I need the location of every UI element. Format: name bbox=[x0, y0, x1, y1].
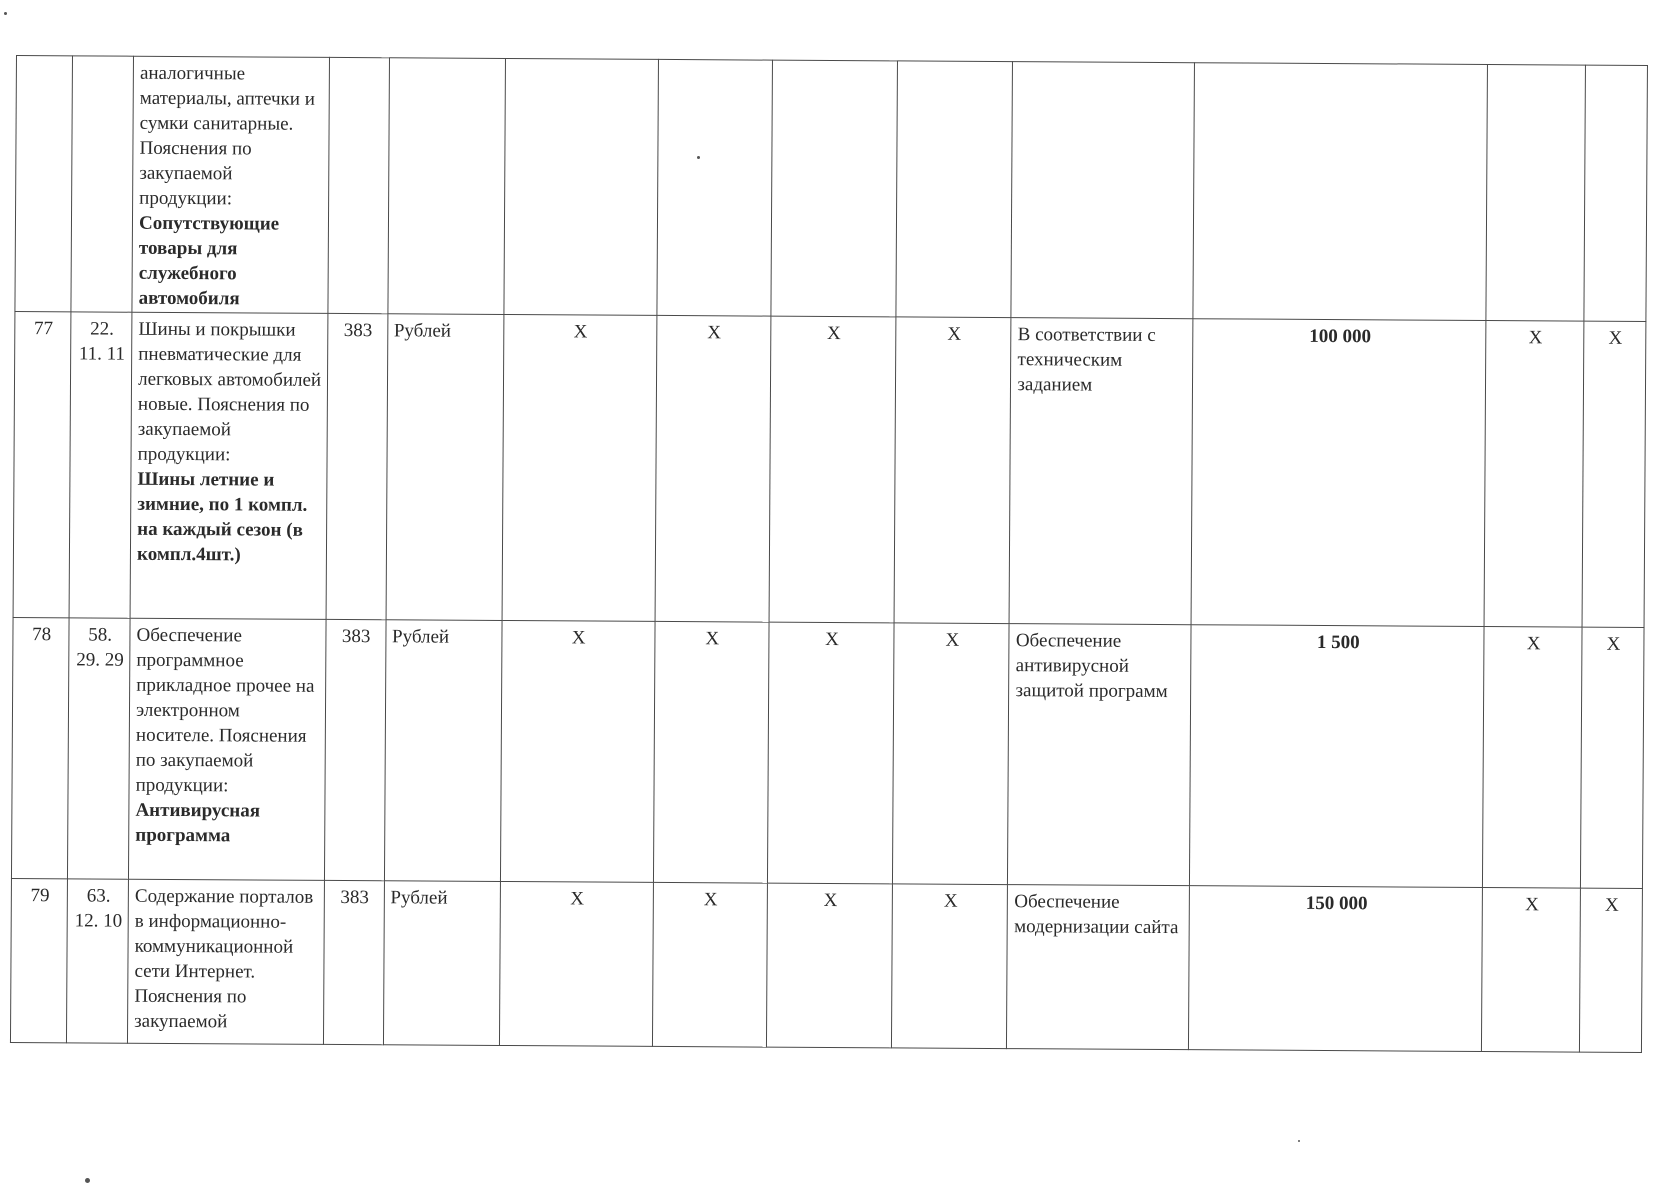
unit-name: Рублей bbox=[383, 881, 500, 1046]
description-text: Содержание порталов в информационно-коммуникационной сети Интернет. Пояснения по закупаемой bbox=[134, 885, 314, 1033]
amount-value bbox=[1193, 63, 1487, 321]
unit-name bbox=[388, 58, 506, 315]
scan-speck bbox=[4, 12, 7, 15]
mark-x: X bbox=[1482, 887, 1581, 1052]
amount-value: 1 500 bbox=[1190, 625, 1484, 888]
row-number: 79 bbox=[10, 878, 67, 1042]
mark-x: X bbox=[769, 316, 896, 623]
scan-speck bbox=[1298, 1140, 1300, 1142]
table-row bbox=[11, 617, 1644, 888]
mark-x: X bbox=[766, 883, 893, 1048]
justification-note bbox=[1011, 62, 1195, 319]
mark-x bbox=[504, 58, 659, 315]
mark-x: X bbox=[653, 621, 768, 883]
description-bold: Сопутствующие товары для служебного автомобиля bbox=[138, 212, 280, 310]
product-description bbox=[130, 312, 328, 619]
procurement-table bbox=[10, 55, 1648, 1053]
description-bold: Шины летние и зимние, по 1 компл. на каждый сезон (в компл.4шт.) bbox=[136, 468, 308, 566]
mark-x: X bbox=[655, 315, 771, 622]
mark-x: X bbox=[892, 884, 1008, 1049]
mark-x bbox=[1584, 65, 1647, 321]
mark-x: X bbox=[1582, 321, 1646, 627]
row-number: 77 bbox=[13, 311, 71, 617]
mark-x: X bbox=[1483, 626, 1583, 888]
product-description bbox=[132, 56, 329, 313]
scan-speck bbox=[85, 1178, 90, 1183]
description-text: аналогичные материалы, аптечки и сумки санитарные. Пояснения по закупаемой продукции: bbox=[139, 62, 315, 210]
mark-x bbox=[657, 59, 772, 316]
okpd-code: 63. 12. 10 bbox=[67, 879, 129, 1043]
table-row bbox=[15, 56, 1648, 322]
okei-code: 383 bbox=[323, 880, 384, 1044]
scan-speck bbox=[697, 156, 700, 159]
okpd-code: 22. 11. 11 bbox=[69, 312, 132, 618]
mark-x: X bbox=[894, 317, 1011, 624]
amount-value: 150 000 bbox=[1189, 886, 1483, 1052]
mark-x: X bbox=[1581, 627, 1644, 888]
description-text: Обеспечение программное прикладное прочее на электронном носителе. Пояснения по закупаемой продукции: bbox=[135, 624, 315, 797]
justification-note: Обеспечение модернизации сайта bbox=[1007, 885, 1190, 1050]
mark-x: X bbox=[499, 881, 653, 1046]
okpd-code bbox=[71, 56, 133, 312]
row-number: 78 bbox=[11, 617, 69, 878]
mark-x: X bbox=[502, 314, 657, 621]
mark-x bbox=[771, 60, 898, 317]
justification-note: В соответствии с техническим заданием bbox=[1009, 318, 1193, 625]
mark-x: X bbox=[500, 620, 655, 882]
row-number bbox=[15, 56, 73, 312]
unit-name: Рублей bbox=[386, 314, 504, 621]
product-description bbox=[129, 618, 326, 880]
mark-x bbox=[1486, 64, 1585, 321]
mark-x: X bbox=[767, 622, 894, 884]
mark-x: X bbox=[1580, 888, 1643, 1052]
table-row bbox=[10, 878, 1642, 1052]
okpd-code: 58. 29. 29 bbox=[68, 618, 130, 879]
mark-x bbox=[896, 61, 1013, 318]
justification-note: Обеспечение антивирусной защитой программ bbox=[1008, 624, 1192, 886]
mark-x: X bbox=[1484, 320, 1584, 627]
mark-x: X bbox=[652, 882, 767, 1047]
amount-value: 100 000 bbox=[1191, 319, 1486, 627]
okei-code: 383 bbox=[326, 313, 387, 619]
okei-code bbox=[328, 57, 389, 313]
table-row bbox=[13, 311, 1646, 627]
product-description bbox=[128, 879, 325, 1044]
description-bold: Антивирусная программа bbox=[135, 799, 261, 847]
okei-code: 383 bbox=[324, 619, 385, 880]
description-text: Шины и покрышки пневматические для легковых автомобилей новые. Пояснения по закупаемой продукции: bbox=[137, 318, 322, 466]
mark-x: X bbox=[893, 623, 1010, 885]
unit-name: Рублей bbox=[384, 620, 502, 882]
